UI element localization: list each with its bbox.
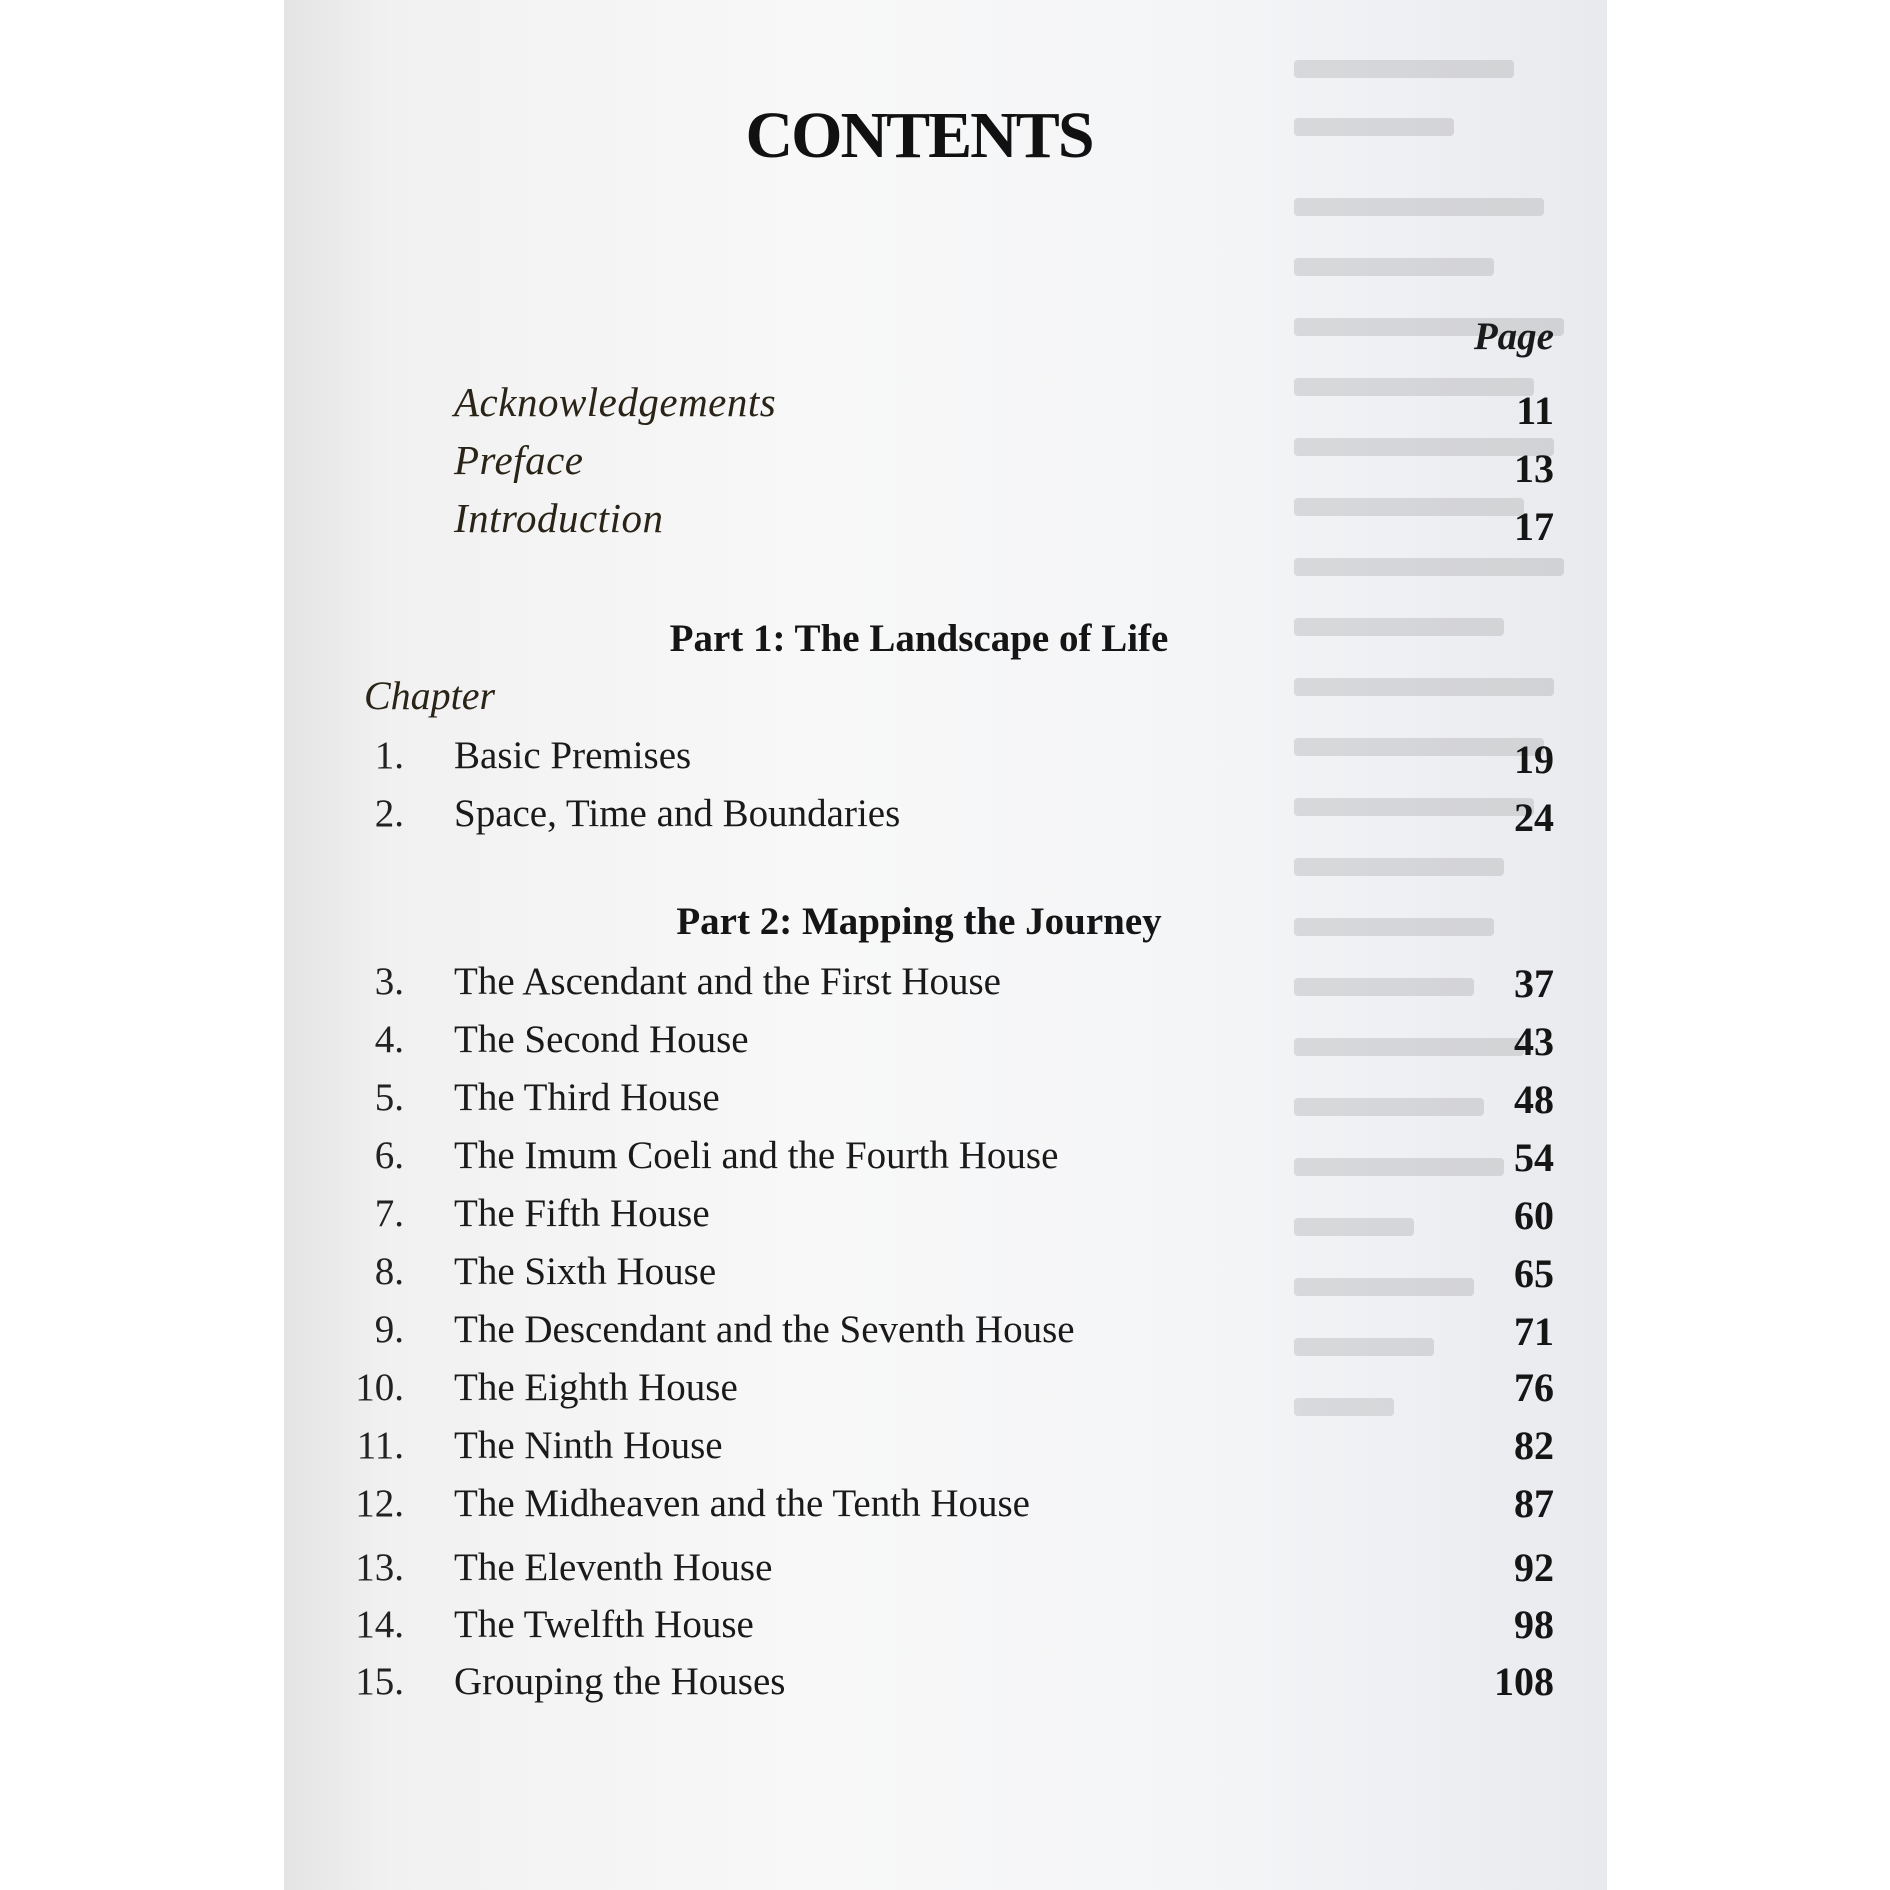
chapter-page: 65 [1514, 1251, 1554, 1296]
chapter-number: 1. [374, 734, 404, 777]
chapter-page: 54 [1514, 1135, 1554, 1180]
chapter-title: Grouping the Houses [454, 1660, 786, 1703]
chapter-page: 48 [1514, 1077, 1554, 1122]
chapter-number: 10. [355, 1366, 404, 1409]
chapter-page: 92 [1514, 1545, 1554, 1590]
chapter-title: The Second House [454, 1018, 749, 1061]
chapter-title: The Twelfth House [454, 1603, 754, 1646]
front-matter-page: 11 [1516, 388, 1554, 433]
chapter-title: The Imum Coeli and the Fourth House [454, 1134, 1059, 1177]
chapter-number: 15. [355, 1660, 404, 1703]
chapter-page: 82 [1514, 1423, 1554, 1468]
chapter-title: The Eleventh House [454, 1546, 773, 1589]
chapter-page: 87 [1514, 1481, 1554, 1526]
chapter-page: 71 [1514, 1309, 1554, 1354]
front-matter-page: 13 [1514, 446, 1554, 491]
part-heading: Part 1: The Landscape of Life [669, 617, 1169, 660]
front-matter-title: Preface [454, 437, 584, 483]
chapter-page: 37 [1514, 961, 1554, 1006]
chapter-page: 108 [1494, 1659, 1554, 1704]
page-column-heading: Page [1473, 315, 1554, 358]
chapter-number: 12. [355, 1482, 404, 1525]
contents-title: CONTENTS [745, 99, 1093, 172]
chapter-title: The Third House [454, 1076, 720, 1119]
chapter-number: 14. [355, 1603, 404, 1646]
chapter-title: The Ascendant and the First House [454, 960, 1001, 1003]
chapter-title: The Ninth House [454, 1424, 723, 1467]
chapter-page: 43 [1514, 1019, 1554, 1064]
front-matter-title: Acknowledgements [454, 379, 777, 425]
chapter-number: 4. [374, 1018, 404, 1061]
chapter-number: 9. [374, 1308, 404, 1351]
chapter-number: 13. [355, 1546, 404, 1589]
chapter-title: The Midheaven and the Tenth House [454, 1482, 1030, 1525]
chapter-title: Space, Time and Boundaries [454, 792, 901, 835]
chapter-page: 19 [1514, 737, 1554, 782]
chapter-label: Chapter [364, 673, 496, 718]
front-matter-title: Introduction [454, 495, 664, 541]
chapter-number: 2. [374, 792, 404, 835]
part-heading: Part 2: Mapping the Journey [676, 900, 1162, 943]
chapter-number: 3. [374, 960, 404, 1003]
chapter-number: 5. [374, 1076, 404, 1119]
chapter-number: 11. [356, 1424, 404, 1467]
book-page [284, 0, 1607, 1890]
chapter-title: The Eighth House [454, 1366, 738, 1409]
chapter-number: 6. [374, 1134, 404, 1177]
chapter-title: The Fifth House [454, 1192, 710, 1235]
chapter-number: 7. [374, 1192, 404, 1235]
chapter-title: The Descendant and the Seventh House [454, 1308, 1075, 1351]
chapter-title: Basic Premises [454, 734, 692, 777]
chapter-page: 76 [1514, 1365, 1554, 1410]
chapter-number: 8. [374, 1250, 404, 1293]
chapter-page: 98 [1514, 1602, 1554, 1647]
chapter-title: The Sixth House [454, 1250, 717, 1293]
chapter-page: 60 [1514, 1193, 1554, 1238]
chapter-page: 24 [1514, 795, 1554, 840]
front-matter-page: 17 [1514, 504, 1554, 549]
